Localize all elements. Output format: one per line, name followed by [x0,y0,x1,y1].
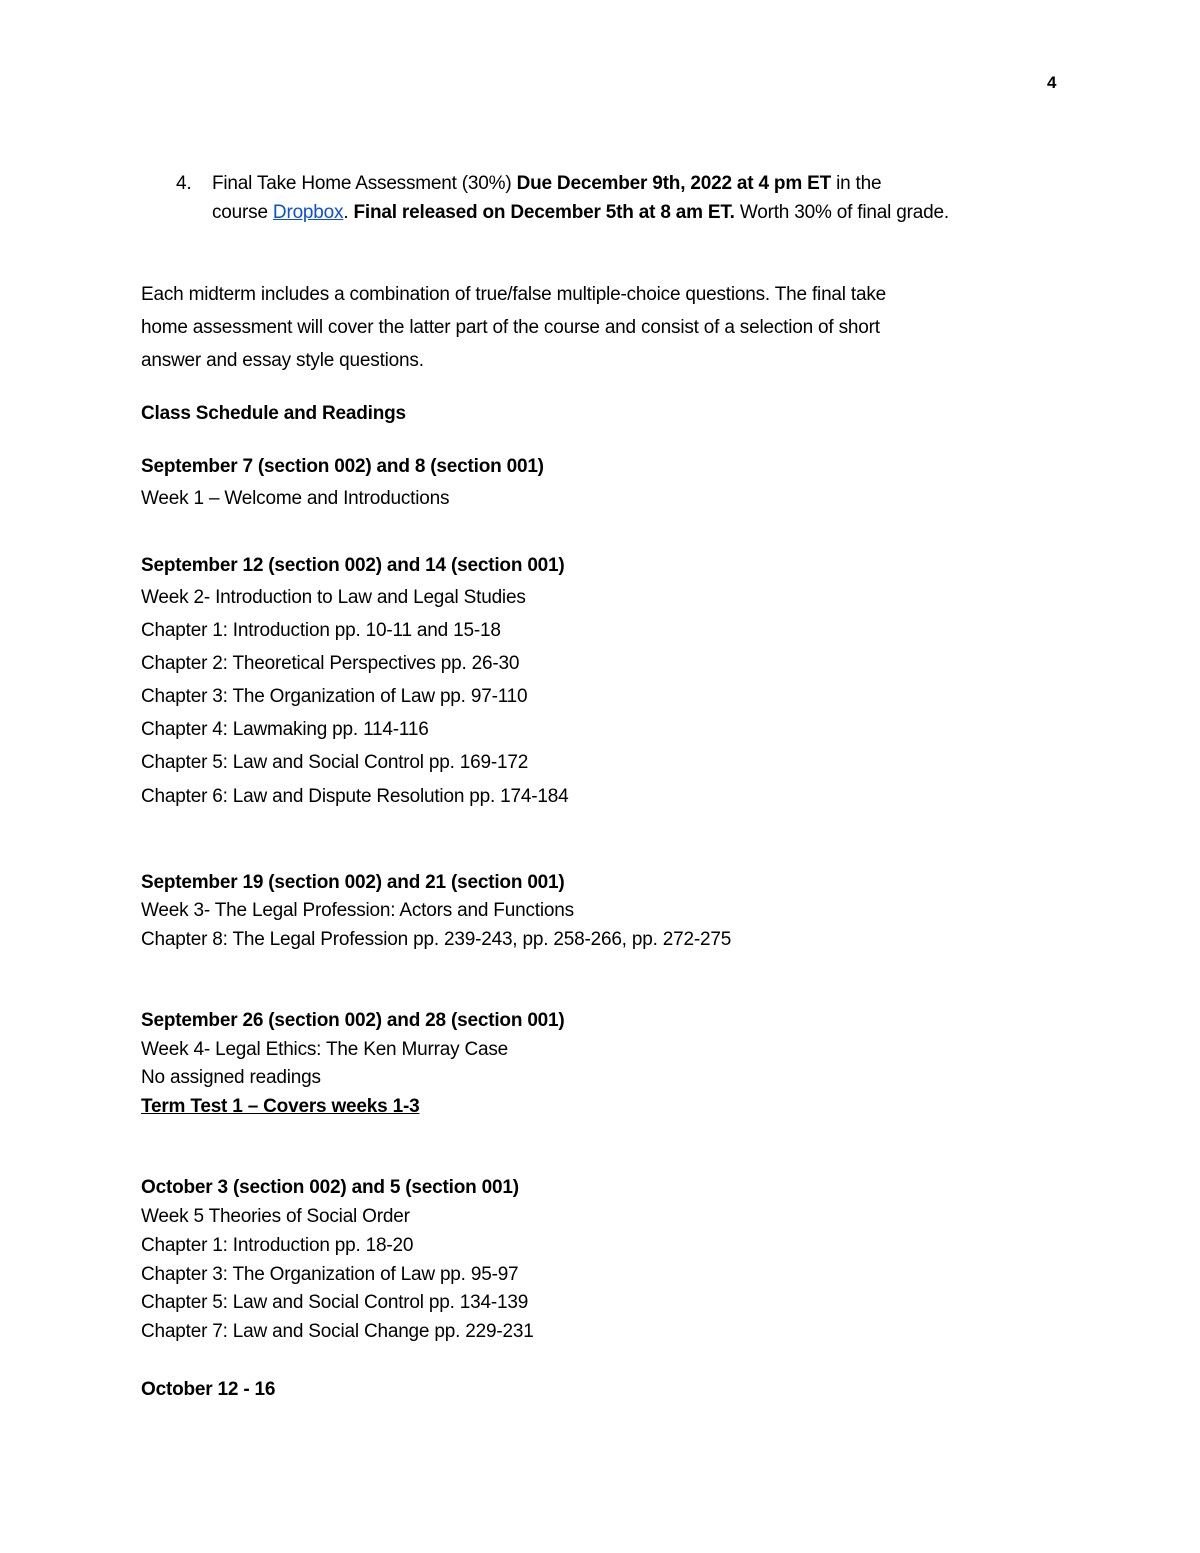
list-item-number: 4. [176,173,192,194]
week-line: Week 3- The Legal Profession: Actors and Functions [141,900,574,921]
text: course [212,202,273,223]
reading-line: Chapter 1: Introduction pp. 18-20 [141,1235,414,1256]
list-item-line-2 [212,202,949,224]
reading-line: Chapter 5: Law and Social Control pp. 134-139 [141,1292,529,1313]
week-heading: September 19 (section 002) and 21 (section 001) [141,872,565,893]
reading-line: Chapter 3: The Organization of Law pp. 95-97 [141,1264,519,1285]
week-heading: September 12 (section 002) and 14 (section 001) [141,555,565,576]
week-line: Week 5 Theories of Social Order [141,1206,410,1227]
week-heading: September 7 (section 002) and 8 (section 001) [141,456,544,477]
paragraph-line: Each midterm includes a combination of true/false multiple-choice questions. The final take [141,284,887,305]
text: Final Take Home Assessment (30%) [212,173,517,194]
release-date: Final released on December 5th at 8 am ET. [353,202,735,223]
week-line: Week 2- Introduction to Law and Legal Studies [141,587,526,608]
reading-line: Chapter 8: The Legal Profession pp. 239-243, pp. 258-266, pp. 272-275 [141,929,732,950]
dropbox-link[interactable]: Dropbox [272,202,344,223]
week-line: Week 4- Legal Ethics: The Ken Murray Case [141,1039,509,1060]
list-item-line-1 [212,173,881,195]
week-heading: September 26 (section 002) and 28 (section 001) [141,1010,565,1031]
text: . [343,202,354,223]
week-line: Week 1 – Welcome and Introductions [141,488,450,509]
paragraph-line: answer and essay style questions. [141,350,424,371]
term-test-notice: Term Test 1 – Covers weeks 1-3 [141,1096,420,1117]
due-date: Due December 9th, 2022 at 4 pm ET [516,173,831,194]
week-heading: October 3 (section 002) and 5 (section 001) [141,1177,519,1198]
reading-line: Chapter 4: Lawmaking pp. 114-116 [141,719,429,740]
week-heading: October 12 - 16 [141,1379,276,1400]
reading-line: Chapter 7: Law and Social Change pp. 229-231 [141,1321,534,1342]
reading-line: Chapter 1: Introduction pp. 10-11 and 15-18 [141,620,501,641]
text: in the [830,173,882,194]
reading-line: Chapter 2: Theoretical Perspectives pp. 26-30 [141,653,520,674]
text: Worth 30% of final grade. [734,202,949,223]
reading-line: Chapter 3: The Organization of Law pp. 97-110 [141,686,528,707]
reading-line: Chapter 5: Law and Social Control pp. 169-172 [141,752,529,773]
schedule-heading: Class Schedule and Readings [141,403,406,424]
page-number: 4 [1047,73,1057,92]
reading-line: Chapter 6: Law and Dispute Resolution pp. 174-184 [141,786,569,807]
reading-line: No assigned readings [141,1067,321,1088]
paragraph-line: home assessment will cover the latter part of the course and consist of a selection of short [141,317,880,338]
